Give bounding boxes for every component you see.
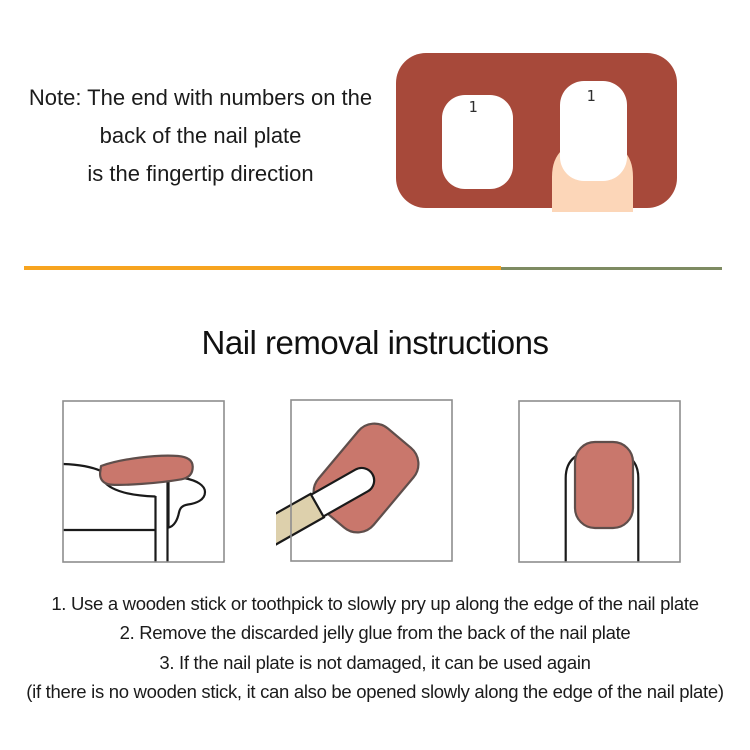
- nail-number-left: 1: [468, 98, 478, 116]
- finger-top-line: [63, 464, 101, 471]
- step-line-2: 2. Remove the discarded jelly glue from the back of the nail plate: [119, 622, 631, 644]
- nail-number-right: 1: [586, 87, 596, 105]
- nail-tray-diagram: [375, 45, 705, 220]
- step-line-3: 3. If the nail plate is not damaged, it can be used again: [159, 651, 591, 673]
- fingertip-shape: [169, 478, 206, 528]
- remove-glue-illustration: [276, 399, 453, 562]
- wooden-stick: [156, 480, 168, 562]
- step-line-1: 1. Use a wooden stick or toothpick to slowly pry up along the edge of the nail plate: [51, 593, 699, 614]
- reuse-nail-illustration: [518, 400, 681, 563]
- note-line-1: Note: The end with numbers on the: [28, 85, 373, 110]
- nail-tray: [396, 53, 677, 208]
- divider-green-segment: [501, 267, 722, 270]
- page-title: Nail removal instructions: [201, 324, 549, 361]
- note-line-2: back of the nail plate: [99, 123, 302, 148]
- note-text: [8, 79, 393, 193]
- wooden-stick: [276, 494, 324, 555]
- divider-orange-segment: [24, 266, 501, 270]
- nail-plate-side: [100, 456, 193, 485]
- instruction-steps: [0, 589, 750, 706]
- step-line-4: (if there is no wooden stick, it can also be opened slowly along the edge of the nail plate): [26, 680, 724, 702]
- note-line-3: is the fingertip direction: [87, 161, 314, 186]
- nail-plate-on-finger: [575, 442, 633, 528]
- pry-up-illustration: [62, 400, 225, 563]
